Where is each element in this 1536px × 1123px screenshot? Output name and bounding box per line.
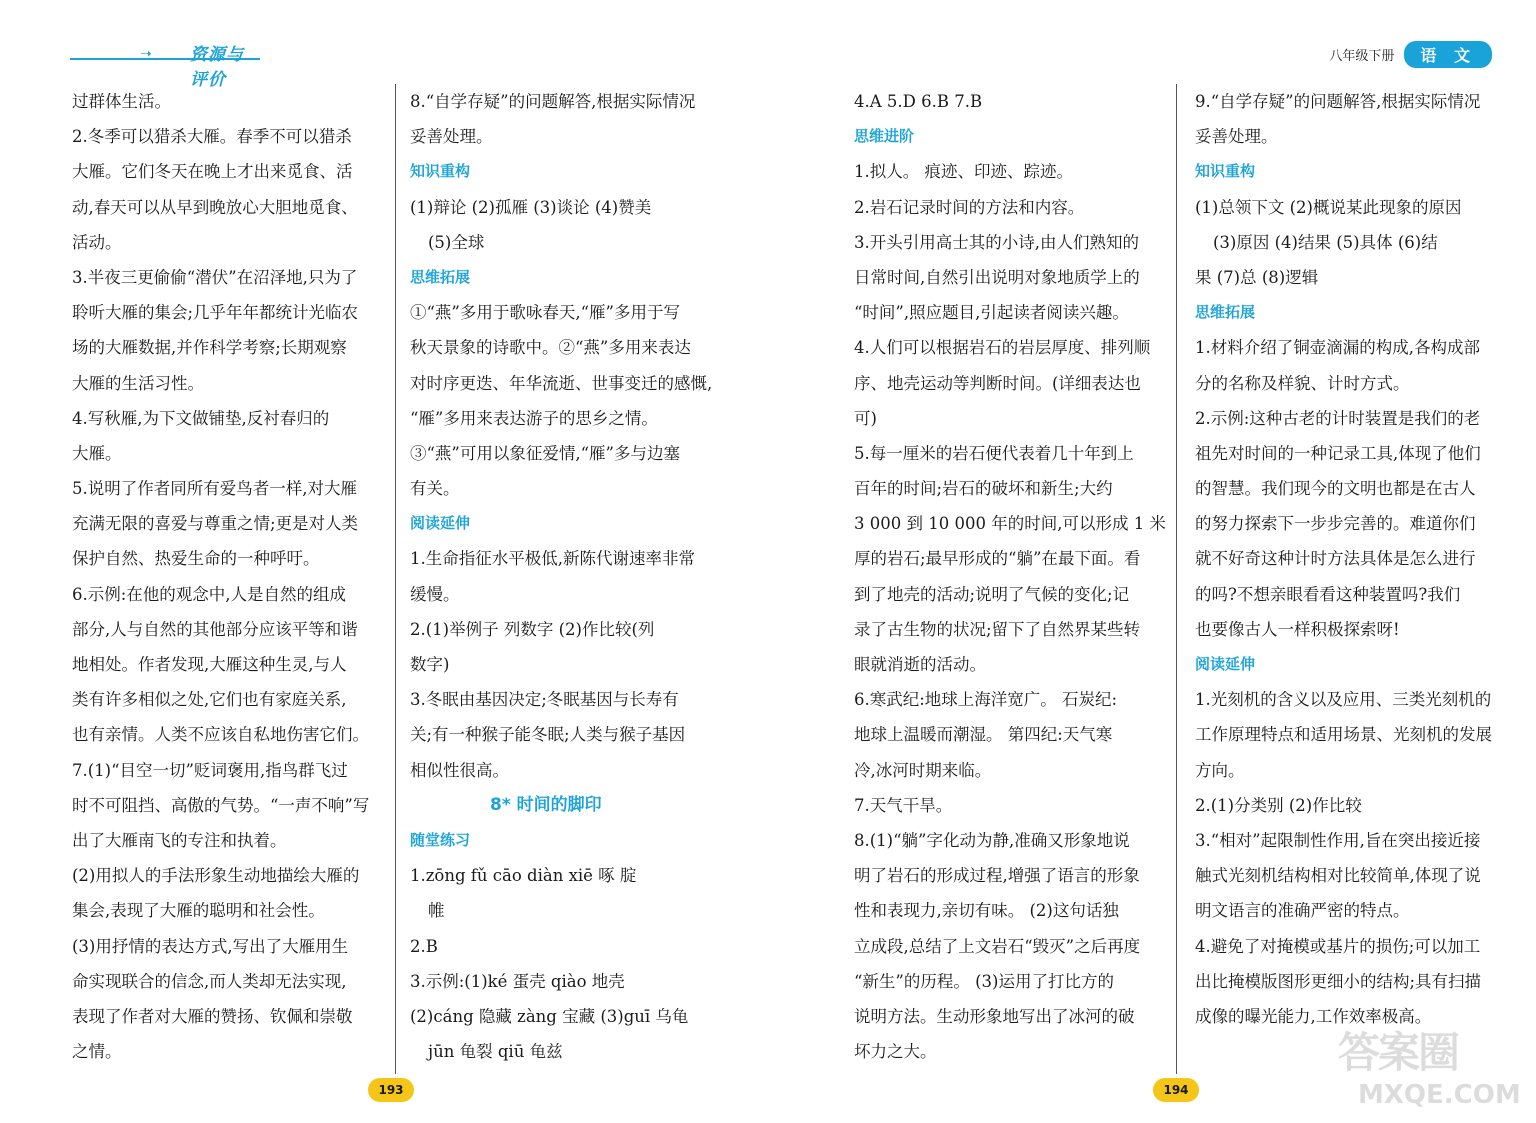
answer-line: 保护自然、热爱生命的一种呼吁。: [72, 549, 320, 569]
answer-line: ①“燕”多用于歌咏春天,“雁”多用于写: [410, 303, 680, 323]
answer-line: 2.岩石记录时间的方法和内容。: [854, 197, 1085, 217]
answer-column-1: [72, 84, 377, 1069]
answer-line: 大雁。: [72, 443, 122, 463]
answer-column-2: [410, 84, 715, 1069]
lesson-title: 8* 时间的脚印: [490, 794, 602, 815]
answer-line: “新生”的历程。 (3)运用了打比方的: [854, 971, 1114, 991]
answer-line: 的智慧。我们现今的文明也都是在古人: [1195, 479, 1476, 499]
answer-line: 也有亲情。人类不应该自私地伤害它们。: [72, 725, 369, 745]
answer-line: 类有许多相似之处,它们也有家庭关系,: [72, 690, 347, 710]
answer-line: 3 000 到 10 000 年的时间,可以形成 1 米: [854, 514, 1166, 534]
answer-line: 集会,表现了大雁的聪明和社会性。: [72, 901, 325, 921]
answer-line: 关;有一种猴子能冬眠;人类与猴子基因: [410, 725, 686, 745]
answer-line: 表现了作者对大雁的赞扬、钦佩和崇敬: [72, 1006, 353, 1026]
answer-line: 1.光刻机的含义以及应用、三类光刻机的: [1195, 690, 1492, 710]
section-heading: 阅读延伸: [410, 514, 471, 533]
answer-line: 妥善处理。: [1195, 127, 1278, 147]
answer-line: 到了地壳的活动;说明了气候的变化;记: [854, 584, 1130, 604]
answer-line: 1.生命指征水平极低,新陈代谢速率非常: [410, 549, 695, 569]
answer-line: 5.说明了作者同所有爱鸟者一样,对大雁: [72, 479, 357, 499]
answer-line: 充满无限的喜爱与尊重之情;更是对人类: [72, 514, 359, 534]
answer-line: 场的大雁数据,并作科学考察;长期观察: [72, 338, 347, 358]
answer-line: 立成段,总结了上文岩石“毁灭”之后再度: [854, 936, 1141, 956]
answer-line: 工作原理特点和适用场景、光刻机的发展: [1195, 725, 1492, 745]
answer-line: 4.A 5.D 6.B 7.B: [854, 92, 983, 111]
answer-line: 3.示例:(1)ké 蛋壳 qiào 地壳: [410, 971, 625, 991]
answer-line: 明文语言的准确严密的特点。: [1195, 901, 1410, 921]
answer-line: 对时序更迭、年华流逝、世事变迁的感慨,: [410, 373, 713, 393]
column-divider: [1176, 84, 1177, 1074]
watermark-url: MXQE.COM: [1358, 1080, 1521, 1110]
answer-line: 2.(1)举例子 列数字 (2)作比较(列: [410, 619, 655, 639]
answer-line: 大雁。它们冬天在晚上才出来觅食、活: [72, 162, 353, 182]
answer-line: 性和表现力,亲切有味。 (2)这句话独: [854, 901, 1119, 921]
answer-line: 也要像古人一样积极探索呀!: [1195, 619, 1400, 639]
answer-line: (3)原因 (4)结果 (5)具体 (6)结: [1213, 232, 1438, 252]
answer-line: 成像的曝光能力,工作效率极高。: [1195, 1006, 1432, 1026]
answer-line: 百年的时间;岩石的破坏和新生;大约: [854, 479, 1113, 499]
answer-line: 祖先对时间的一种记录工具,体现了他们: [1195, 443, 1481, 463]
brand-title: 资源与评价: [190, 45, 244, 90]
answer-line: (2)用拟人的手法形象生动地描绘大雁的: [72, 866, 360, 886]
section-heading: 思维进阶: [854, 127, 915, 146]
page-number-right: 194: [1153, 1078, 1199, 1102]
answer-line: 1.拟人。 痕迹、印迹、踪迹。: [854, 162, 1073, 182]
answer-line: 6.示例:在他的观念中,人是自然的组成: [72, 584, 347, 604]
answer-line: jūn 龟裂 qiū 龟兹: [428, 1042, 563, 1062]
answer-column-4: [1195, 84, 1500, 1034]
answer-line: 命实现联合的信念,而人类却无法实现,: [72, 971, 347, 991]
answer-line: 缓慢。: [410, 584, 460, 604]
answer-line: 的吗?不想亲眼看看这种装置吗?我们: [1195, 584, 1461, 604]
answer-line: 1.zōng fǔ cāo diàn xiē 啄 腚: [410, 866, 637, 886]
answer-line: (2)cáng 隐藏 zàng 宝藏 (3)guī 乌龟: [410, 1006, 689, 1026]
answer-line: 2.冬季可以猎杀大雁。春季不可以猎杀: [72, 127, 352, 147]
answer-line: (1)辩论 (2)孤雁 (3)谈论 (4)赞美: [410, 197, 652, 217]
answer-line: 分的名称及样貌、计时方式。: [1195, 373, 1410, 393]
arrow-icon: ➝: [140, 46, 152, 62]
subject-badge: 语 文: [1404, 41, 1492, 68]
answer-line: 地球上温暖而潮湿。 第四纪:天气寒: [854, 725, 1113, 745]
answer-line: 6.寒武纪:地球上海洋宽广。 石炭纪:: [854, 690, 1118, 710]
answer-line: 动,春天可以从早到晚放心大胆地觅食、: [72, 197, 358, 217]
answer-line: 方向。: [1195, 760, 1245, 780]
section-heading: 随堂练习: [410, 830, 471, 849]
answer-line: 2.示例:这种古老的计时装置是我们的老: [1195, 408, 1481, 428]
answer-line: 妥善处理。: [410, 127, 493, 147]
answer-line: 的努力探索下一步步完善的。难道你们: [1195, 514, 1476, 534]
answer-line: 3.冬眠由基因决定;冬眠基因与长寿有: [410, 690, 679, 710]
watermark-logo: [1338, 1020, 1528, 1120]
answer-line: 有关。: [410, 479, 460, 499]
answer-line: 活动。: [72, 232, 122, 252]
answer-line: 3.“相对”起限制性作用,旨在突出接近接: [1195, 830, 1481, 850]
answer-line: 过群体生活。: [72, 92, 171, 111]
answer-line: (1)总领下文 (2)概说某此现象的原因: [1195, 197, 1462, 217]
answer-line: 可): [854, 408, 877, 428]
right-page: [768, 0, 1536, 1123]
grade-label: 八年级下册: [1329, 48, 1395, 64]
answer-line: “时间”,照应题目,引起读者阅读兴趣。: [854, 303, 1129, 323]
answer-line: 厚的岩石;最早形成的“躺”在最下面。看: [854, 549, 1141, 569]
answer-line: 眼就消逝的活动。: [854, 655, 986, 674]
answer-line: 之情。: [72, 1042, 122, 1062]
grade-header: [1329, 42, 1492, 66]
answer-line: 触式光刻机结构相对比较简单,体现了说: [1195, 866, 1481, 886]
answer-line: 冷,冰河时期来临。: [854, 760, 992, 780]
answer-line: 相似性很高。: [410, 760, 509, 780]
answer-line: 大雁的生活习性。: [72, 373, 204, 393]
answer-line: 1.材料介绍了铜壶滴漏的构成,各构成部: [1195, 338, 1480, 358]
answer-line: (3)用抒情的表达方式,写出了大雁用生: [72, 936, 349, 956]
section-heading: 思维拓展: [1195, 303, 1256, 322]
answer-line: 聆听大雁的集会;几乎年年都统计光临农: [72, 303, 359, 323]
answer-line: “雁”多用来表达游子的思乡之情。: [410, 408, 658, 428]
answer-line: 序、地壳运动等判断时间。(详细表达也: [854, 373, 1141, 393]
answer-column-3: [854, 84, 1166, 1069]
answer-line: 出了大雁南飞的专注和执着。: [72, 830, 287, 850]
answer-line: 部分,人与自然的其他部分应该平等和谐: [72, 619, 358, 639]
answer-line: 8.“自学存疑”的问题解答,根据实际情况: [410, 92, 696, 111]
answer-line: 出比掩模版图形更细小的结构;具有扫描: [1195, 971, 1482, 991]
answer-line: 说明方法。生动形象地写出了冰河的破: [854, 1006, 1135, 1026]
answer-line: 4.写秋雁,为下文做铺垫,反衬春归的: [72, 408, 330, 428]
answer-line: 地相处。作者发现,大雁这种生灵,与人: [72, 655, 347, 674]
brand-header: [70, 42, 260, 90]
answer-line: 日常时间,自然引出说明对象地质学上的: [854, 267, 1140, 287]
answer-line: 7.天气干旱。: [854, 795, 953, 815]
column-divider: [395, 84, 396, 1074]
section-heading: 知识重构: [410, 162, 471, 181]
answer-line: 8.(1)“躺”字化动为静,准确又形象地说: [854, 830, 1130, 850]
answer-line: 9.“自学存疑”的问题解答,根据实际情况: [1195, 92, 1481, 111]
answer-line: 7.(1)“目空一切”贬词褒用,指鸟群飞过: [72, 760, 348, 780]
answer-line: 2.B: [410, 936, 438, 956]
answer-line: 秋天景象的诗歌中。②“燕”多用来表达: [410, 338, 691, 358]
answer-line: ③“燕”可用以象征爱情,“雁”多与边塞: [410, 443, 680, 463]
answer-line: 5.每一厘米的岩石便代表着几十年到上: [854, 443, 1134, 463]
watermark-text: 答案圈: [1338, 1028, 1459, 1077]
answer-line: 4.人们可以根据岩石的岩层厚度、排列顺: [854, 338, 1151, 358]
section-heading: 知识重构: [1195, 162, 1256, 181]
answer-line: 明了岩石的形成过程,增强了语言的形象: [854, 866, 1140, 886]
answer-line: 果 (7)总 (8)逻辑: [1195, 267, 1319, 287]
answer-line: 4.避免了对掩模或基片的损伤;可以加工: [1195, 936, 1481, 956]
answer-line: 3.半夜三更偷偷“潜伏”在沼泽地,只为了: [72, 267, 358, 287]
answer-line: 数字): [410, 655, 450, 674]
answer-line: 就不好奇这种计时方法具体是怎么进行: [1195, 549, 1476, 569]
answer-line: 坏力之大。: [854, 1042, 937, 1062]
answer-line: 2.(1)分类别 (2)作比较: [1195, 795, 1362, 815]
answer-line: 帷: [428, 901, 445, 921]
section-heading: 思维拓展: [410, 267, 471, 286]
answer-line: 录了古生物的状况;留下了自然界某些转: [854, 619, 1141, 639]
answer-line: (5)全球: [428, 232, 485, 252]
answer-line: 时不可阻挡、高傲的气势。“一声不响”写: [72, 795, 370, 815]
section-heading: 阅读延伸: [1195, 655, 1256, 673]
page-number-left: 193: [368, 1078, 414, 1102]
answer-line: 3.开头引用高士其的小诗,由人们熟知的: [854, 232, 1139, 252]
